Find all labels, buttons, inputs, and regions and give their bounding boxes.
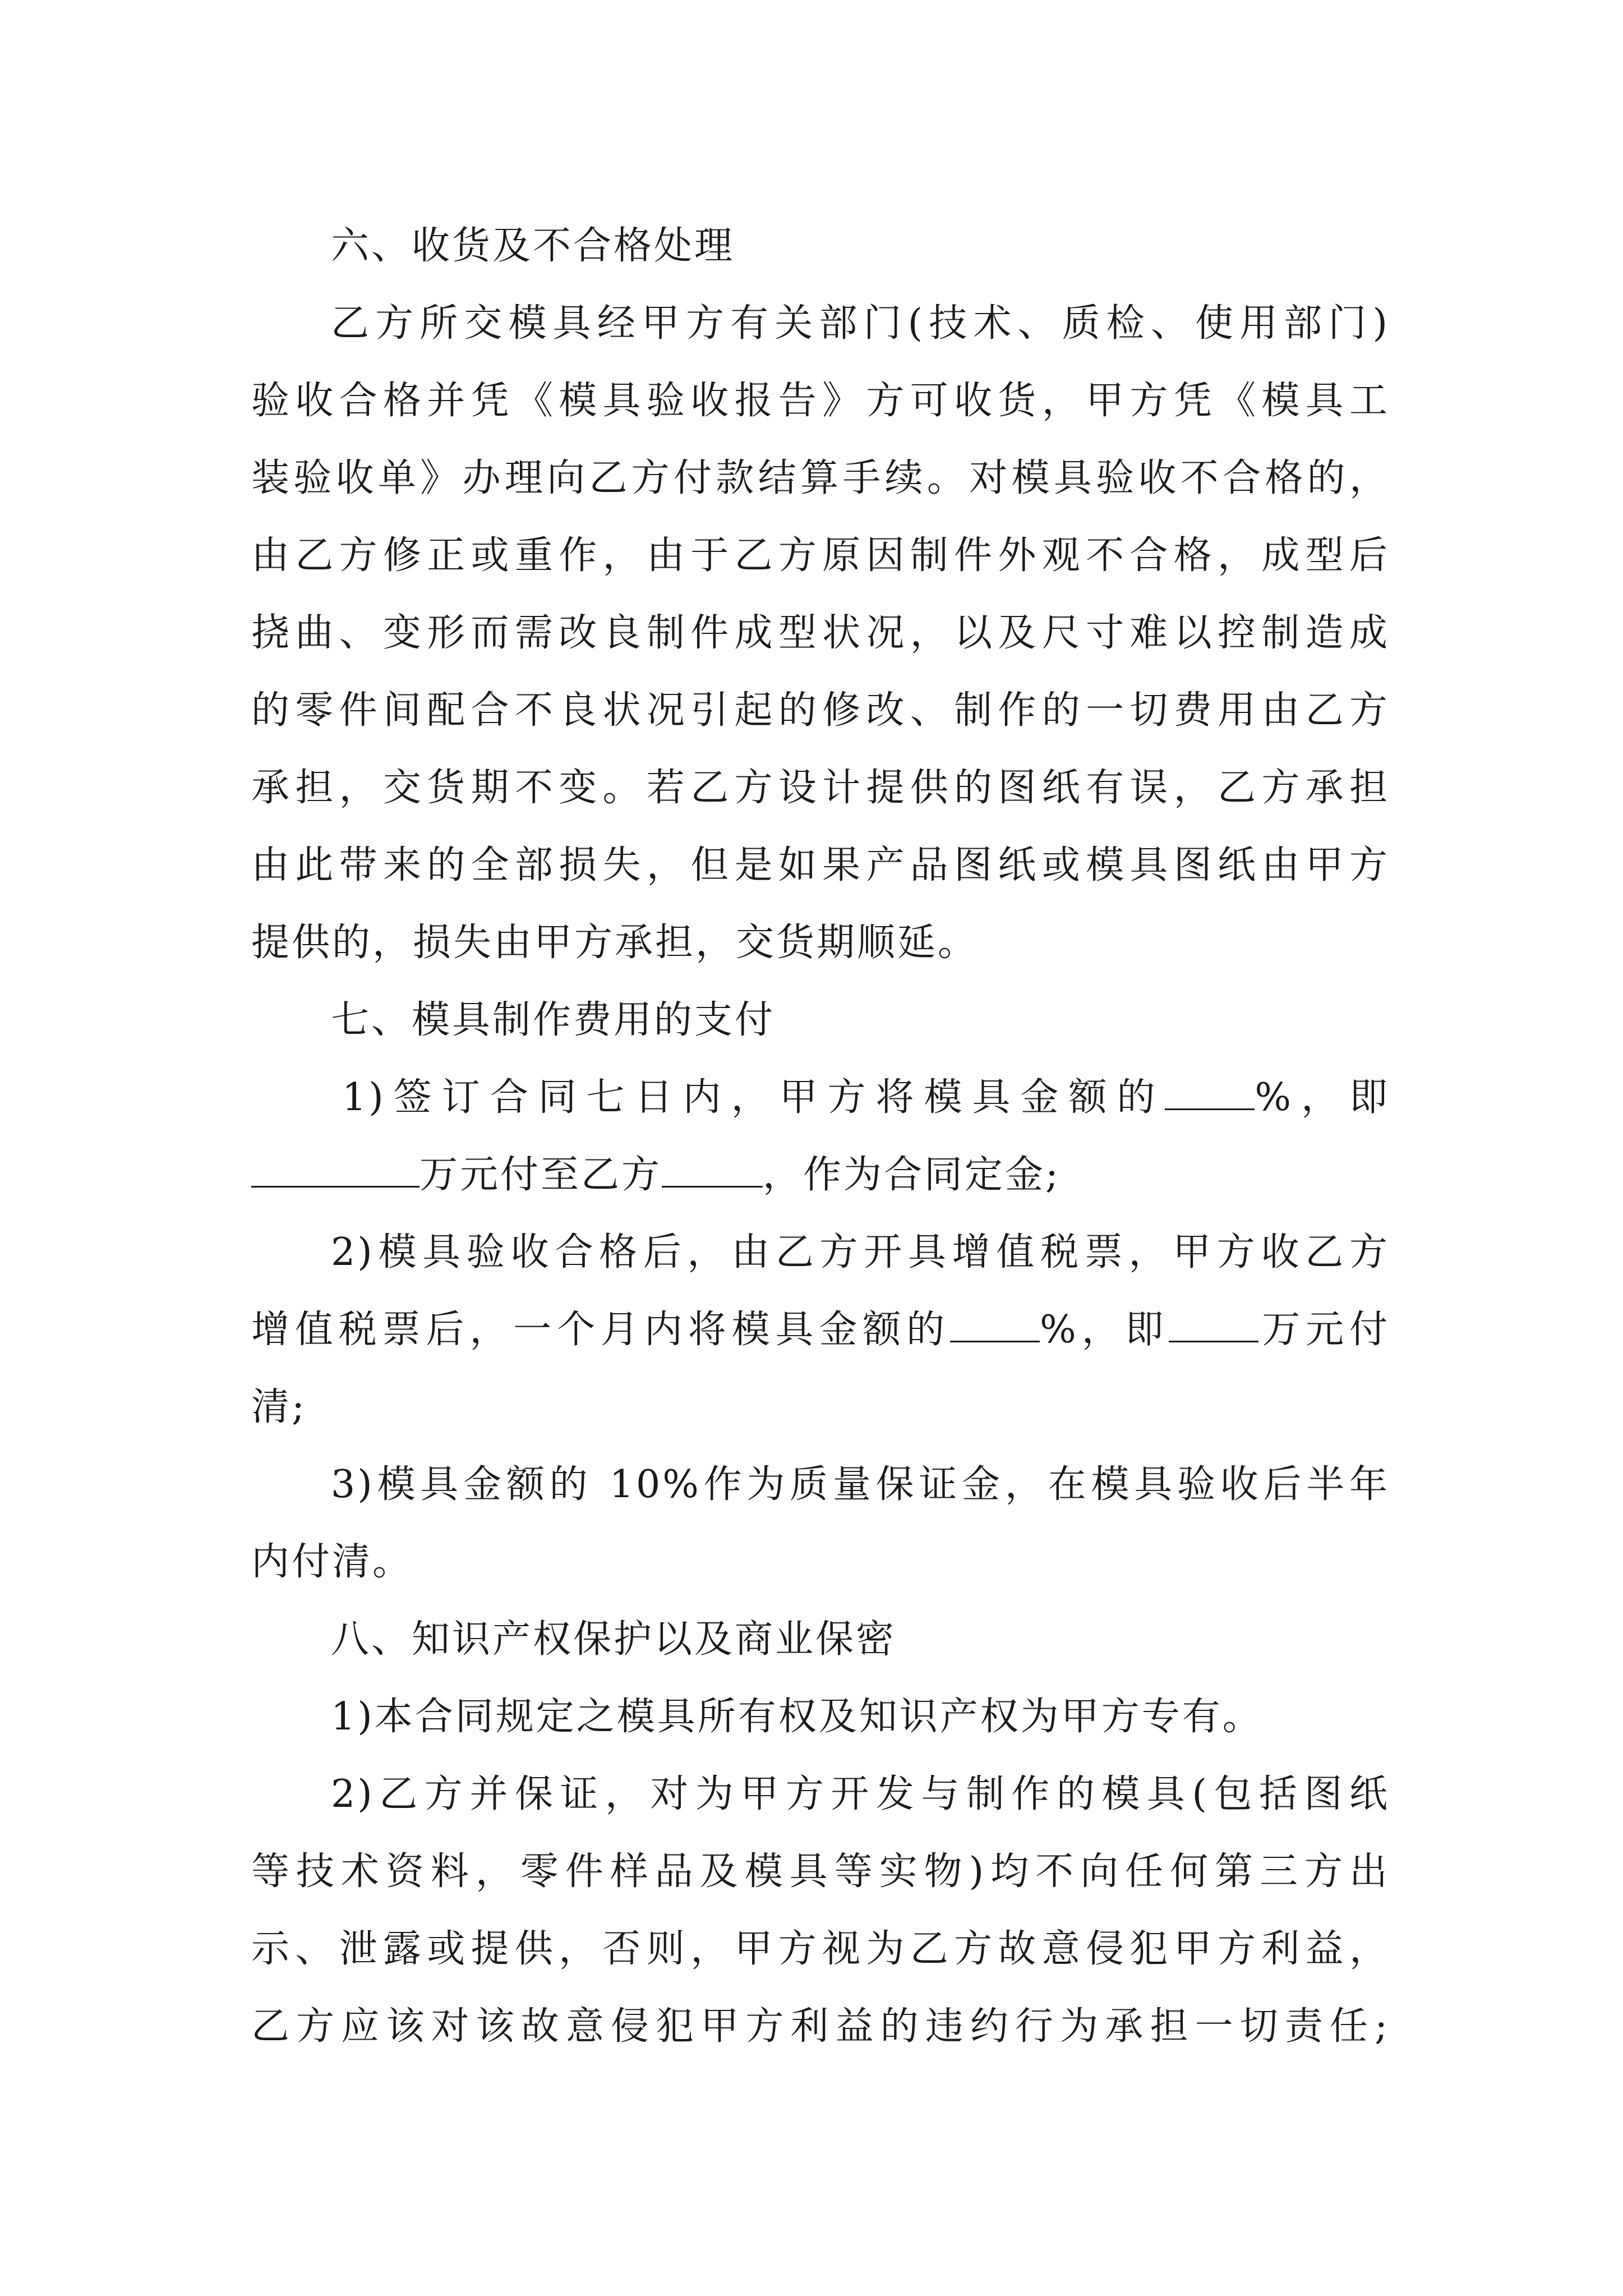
paragraph-line: 验收合格并凭《模具验收报告》方可收货，甲方凭《模具工 xyxy=(251,379,1390,423)
section-heading-6: 六、收货及不合格处理 xyxy=(331,224,735,268)
percent-blank xyxy=(950,1307,1040,1342)
paragraph-line: 清; xyxy=(251,1385,307,1429)
payment-2-text-c: 万元付 xyxy=(1258,1308,1390,1352)
ip-clause-1: 1)本合同规定之模具所有权及知识产权为甲方专有。 xyxy=(331,1695,1263,1739)
paragraph-line: 等技术资料，零件样品及模具等实物)均不向任何第三方出 xyxy=(251,1849,1390,1894)
payment-1-text-a: 1)签订合同七日内，甲方将模具金额的 xyxy=(342,1075,1165,1120)
payment-clause-1-line-1 xyxy=(251,1059,1390,1137)
paragraph-line: 示、泄露或提供，否则，甲方视为乙方故意侵犯甲方利益， xyxy=(251,1927,1390,1971)
payment-2-text-b: %，即 xyxy=(1040,1308,1169,1352)
recipient-blank xyxy=(662,1152,763,1188)
amount-blank xyxy=(1169,1307,1258,1342)
payment-1-text-c: 万元付至乙方 xyxy=(419,1153,662,1197)
payment-clause-2-line-2 xyxy=(251,1291,1390,1369)
payment-1-text-b: %，即 xyxy=(1255,1075,1390,1120)
amount-blank xyxy=(251,1152,419,1188)
payment-clause-2-line-1: 2)模具验收合格后，由乙方开具增值税票，甲方收乙方 xyxy=(331,1230,1390,1274)
paragraph-line: 承担，交货期不变。若乙方设计提供的图纸有误，乙方承担 xyxy=(251,766,1390,810)
ip-clause-2-line-1: 2)乙方并保证，对为甲方开发与制作的模具(包括图纸 xyxy=(331,1772,1390,1816)
paragraph-line: 由乙方修正或重作，由于乙方原因制件外观不合格，成型后 xyxy=(251,533,1390,578)
paragraph-line: 内付清。 xyxy=(251,1540,413,1584)
section-heading-7: 七、模具制作费用的支付 xyxy=(331,998,776,1042)
paragraph-line: 提供的，损失由甲方承担，交货期顺延。 xyxy=(251,921,979,965)
payment-clause-1-line-2 xyxy=(251,1137,1390,1214)
document-page xyxy=(251,208,1390,2065)
payment-clause-3-line-1: 3)模具金额的 10%作为质量保证金，在模具验收后半年 xyxy=(331,1462,1390,1507)
paragraph-line: 乙方应该对该故意侵犯甲方利益的违约行为承担一切责任; xyxy=(251,2004,1390,2049)
paragraph-line: 乙方所交模具经甲方有关部门(技术、质检、使用部门) xyxy=(331,301,1390,346)
paragraph-line: 由此带来的全部损失，但是如果产品图纸或模具图纸由甲方 xyxy=(251,843,1390,887)
paragraph-line: 挠曲、变形而需改良制件成型状况，以及尺寸难以控制造成 xyxy=(251,611,1390,655)
paragraph-line: 装验收单》办理向乙方付款结算手续。对模具验收不合格的， xyxy=(251,456,1390,500)
paragraph-line: 的零件间配合不良状况引起的修改、制作的一切费用由乙方 xyxy=(251,688,1390,733)
section-heading-8: 八、知识产权保护以及商业保密 xyxy=(331,1617,897,1662)
percent-blank xyxy=(1165,1075,1255,1110)
payment-2-text-a: 增值税票后，一个月内将模具金额的 xyxy=(251,1308,951,1352)
payment-1-text-d: ，作为合同定金; xyxy=(763,1153,1061,1197)
